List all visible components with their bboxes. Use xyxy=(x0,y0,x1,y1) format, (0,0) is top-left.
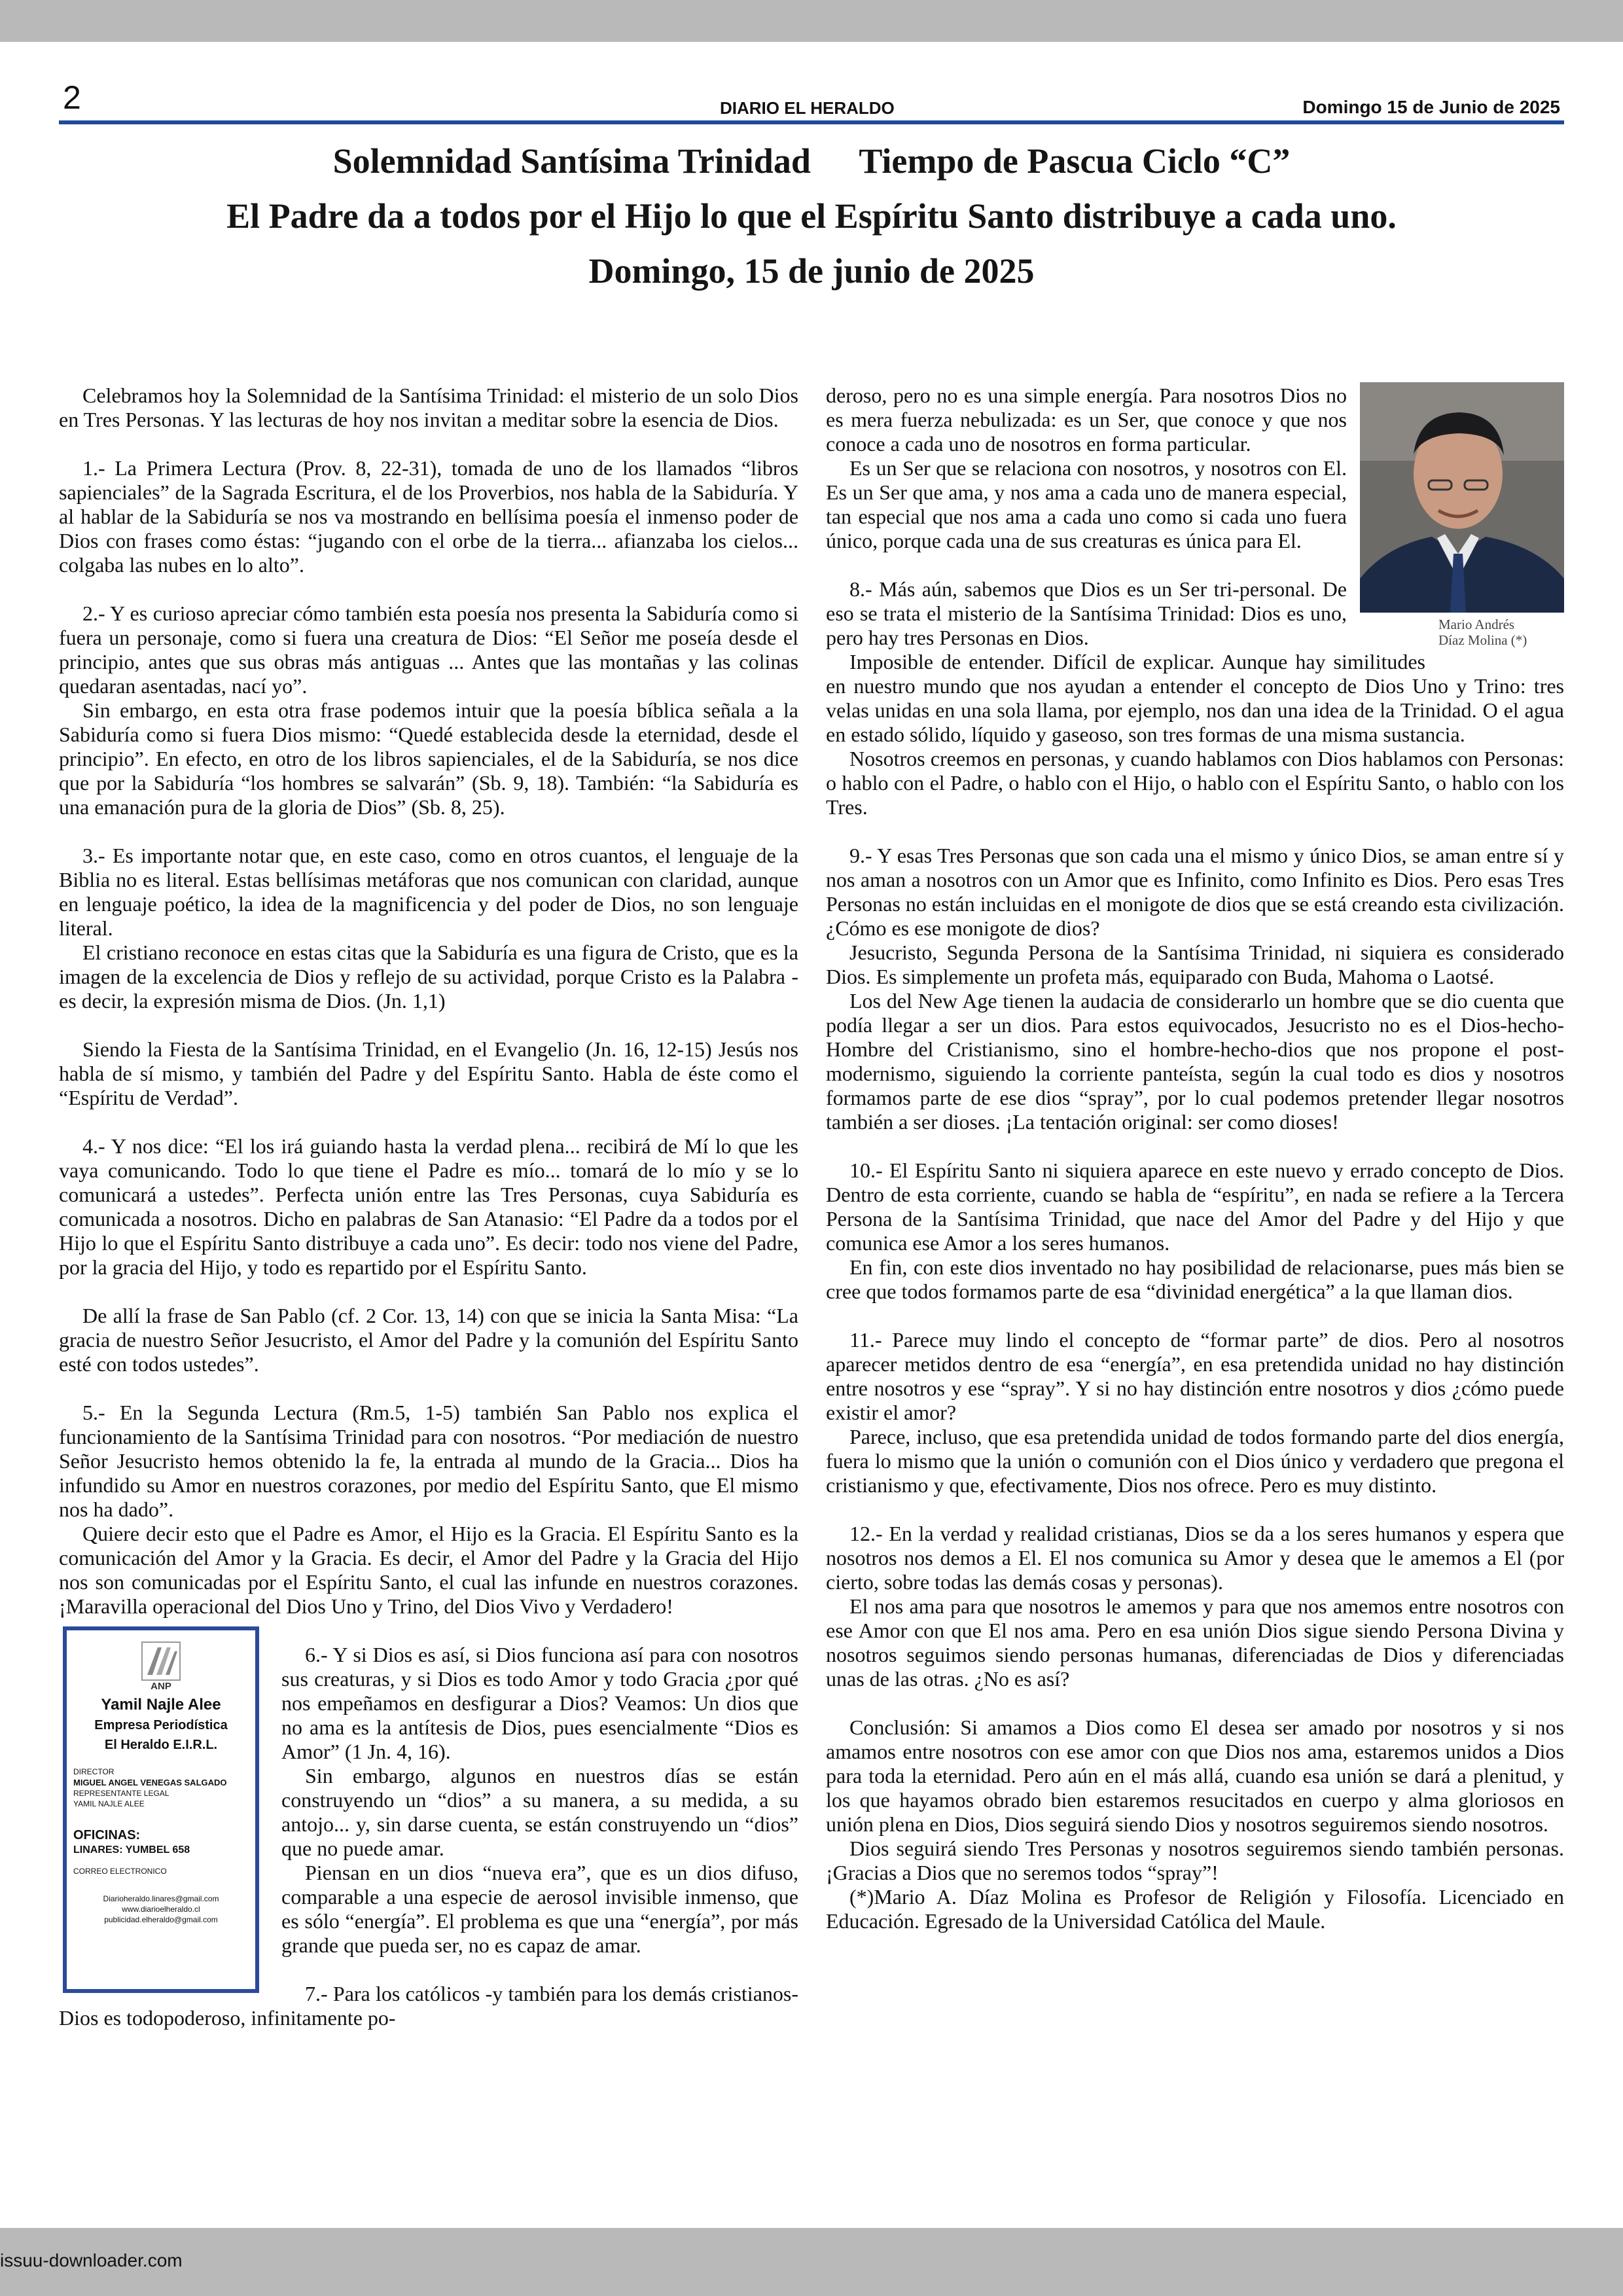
paragraph: Nosotros creemos en personas, y cuando hablamos con Dios hablamos con Personas: o hablo con el Padre, o hablo con el Hijo, o hablo con el Espíritu Santo, o hablo con los Tres. xyxy=(826,747,1564,819)
paragraph: Los del New Age tienen la audacia de considerarlo un hombre que se dio cuenta que podía llegar a ser un dios. Para estos equivocados, Jesucristo no es el Dios-hecho-Hombre del Cristianismo, sino el hombre-hecho-dios que nos propone el post-modernismo, siguiendo la corriente panteísta, según la cual todo es dios y nosotros formamos parte de ese dios “spray”, por lo cual podemos pretender llegar nosotros también a ser dioses. ¡La tentación original: ser como dioses! xyxy=(826,989,1564,1134)
offices-label: OFICINAS: xyxy=(73,1828,141,1842)
issue-date: Domingo 15 de Junio de 2025 xyxy=(1302,97,1560,117)
paragraph: De allí la frase de San Pablo (cf. 2 Cor. 13, 14) con que se inicia la Santa Misa: “La gracia de nuestro Señor Jesucristo, el Amor del Padre y la comunión del Espíritu Santo esté con todos ustedes”. xyxy=(59,1304,798,1376)
article-title-block xyxy=(79,134,1544,298)
paragraph: deroso, pero no es una simple energía. Para nosotros Dios no es mera fuerza nebulizada: es un Ser, que conoce y que nos conoce a cada uno de nosotros en forma particular. xyxy=(826,384,1347,456)
paragraph: Dios seguirá siendo Tres Personas y nosotros seguiremos siendo también personas. ¡Gracias a Dios que no seremos todos “spray”! xyxy=(826,1837,1564,1884)
paragraph: 1.- La Primera Lectura (Prov. 8, 22-31), tomada de uno de los llamados “libros sapienciales” de la Sagrada Escritura, el de los Proverbios, nos habla de la Sabiduría. Y al hablar de la Sabiduría se nos va mostrando en bellísima poesía el inmenso poder de Dios con frases como éstas: “jugando con el orbe de la tierra... afianzaba los cielos... colgaba las nubes en lo alto”. xyxy=(59,456,798,577)
owner-name: Yamil Najle Alee xyxy=(101,1696,221,1713)
title-line-3: Domingo, 15 de junio de 2025 xyxy=(588,251,1035,291)
paragraph: 12.- En la verdad y realidad cristianas, Dios se da a los seres humanos y espera que nosotros nos demos a El. El nos comunica su Amor y desea que le amemos a El (por cierto, sobre todas las demás cosas y personas). xyxy=(826,1522,1564,1594)
left-column xyxy=(59,384,798,2030)
right-column xyxy=(826,384,1564,1933)
title-line-2: El Padre da a todos por el Hijo lo que el Espíritu Santo distribuye a cada uno. xyxy=(226,196,1397,236)
paragraph: 5.- En la Segunda Lectura (Rm.5, 1-5) también San Pablo nos explica el funcionamiento de la Santísima Trinidad para con nosotros. “Por mediación de nuestro Señor Jesucristo hemos obtenido la fe, la entrada al mundo de la Gracia... Dios ha infundido su Amor en nuestros corazones, por medio del Espíritu Santo, que El mismo nos ha dado”. xyxy=(59,1401,798,1521)
caption-line-1: Mario Andrés xyxy=(1438,617,1515,632)
paragraph: Jesucristo, Segunda Persona de la Santísima Trinidad, ni siquiera es considerado Dios. Es simplemente un profeta más, equiparado con Buda, Mahoma o Laotsé. xyxy=(826,941,1564,988)
paragraph: En fin, con este dios inventado no hay posibilidad de relacionarse, pues más bien se cree que todos formamos parte de esa “divinidad energética” a la que llaman dios. xyxy=(826,1255,1564,1303)
photo-caption xyxy=(1438,617,1530,648)
advertising-email-link[interactable]: publicidad.elheraldo@gmail.com xyxy=(104,1915,218,1924)
director-label: DIRECTOR xyxy=(73,1767,115,1776)
header-rule xyxy=(59,120,1564,124)
email-label: CORREO ELECTRONICO xyxy=(73,1867,167,1876)
title-line-1 xyxy=(79,134,1544,188)
anp-logo xyxy=(73,1640,249,1692)
offices-address: LINARES: YUMBEL 658 xyxy=(73,1844,190,1856)
paragraph: Piensan en un dios “nueva era”, que es un dios difuso, comparable a una especie de aerosol invisible inmenso, que es sólo “energía”. El problema es que una “energía”, por más grande que pueda ser, no es capaz de amar. xyxy=(281,1861,798,1957)
legal-rep-name: YAMIL NAJLE ALEE xyxy=(73,1799,145,1808)
paragraph: 8.- Más aún, sabemos que Dios es un Ser tri-personal. De eso se trata el misterio de la Santísima Trinidad: Dios es uno, pero hay tres Personas en Dios. xyxy=(826,577,1347,649)
newspaper-name: DIARIO EL HERALDO xyxy=(720,98,895,118)
author-photo xyxy=(1360,382,1564,613)
caption-line-2: Díaz Molina (*) xyxy=(1438,632,1527,648)
author-portrait-image xyxy=(1360,382,1564,613)
paragraph: Parece, incluso, que esa pretendida unidad de todos formando parte del dios energía, fuera lo mismo que la unión o comunión con el Dios único y verdadero que pregona el cristianismo y que, efectivamente, Dios nos ofrece. Pero es muy distinto. xyxy=(826,1425,1564,1497)
author-note: (*)Mario A. Díaz Molina es Profesor de Religión y Filosofía. Licenciado en Educación. Egresado de la Universidad Católica del Maule. xyxy=(826,1885,1564,1933)
paragraph: Sin embargo, en esta otra frase podemos intuir que la poesía bíblica señala a la Sabiduría como si fuera Dios mismo: “Quedé establecida desde la eternidad, desde el principio”. En efecto, en otro de los libros sapienciales, el de la Sabiduría, se nos dice que por la Sabiduría “los hombres se salvarán” (Sb. 9, 18). También: “la Sabiduría es una emanación pura de la gloria de Dios” (Sb. 8, 25). xyxy=(59,698,798,819)
logo-text: ANP xyxy=(151,1681,171,1691)
paragraph: Sin embargo, algunos en nuestros días se están construyendo un “dios” a su manera, a su medida, a su antojo... y, sin darse cuenta, se están construyendo un “dios” que no puede amar. xyxy=(281,1764,798,1860)
newspaper-page xyxy=(0,42,1623,2228)
paragraph: 3.- Es importante notar que, en este caso, como en otros cuantos, el lenguaje de la Biblia no es literal. Estas bellísimas metáforas que nos comunican con claridad, aunque en lenguaje poético, la idea de la magnificencia y del poder de Dios, no son lenguaje literal. xyxy=(59,844,798,940)
paragraph: El cristiano reconoce en estas citas que la Sabiduría es una figura de Cristo, que es la imagen de la excelencia de Dios y reflejo de su actividad, porque Cristo es la Palabra -es decir, la expresión misma de Dios. (Jn. 1,1) xyxy=(59,941,798,1013)
legal-rep-label: REPRESENTANTE LEGAL xyxy=(73,1789,169,1798)
staff-box xyxy=(63,1626,259,1993)
paragraph: Quiere decir esto que el Padre es Amor, el Hijo es la Gracia. El Espíritu Santo es la comunicación del Amor y la Gracia. Es decir, el Amor del Padre y la Gracia del Hijo nos son comunicadas por el Espíritu Santo, el cual las infunde en nuestros corazones. ¡Maravilla operacional del Dios Uno y Trino, del Dios Vivo y Verdadero! xyxy=(59,1522,798,1618)
paragraph: Es un Ser que se relaciona con nosotros, y nosotros con El. Es un Ser que ama, y nos ama a cada uno de manera especial, tan especial que nos ama a cada uno como si cada uno fuera único, porque cada una de sus creaturas es única para El. xyxy=(826,456,1347,552)
title-season: Tiempo de Pascua Ciclo “C” xyxy=(859,141,1291,181)
paragraph: El nos ama para que nosotros le amemos y para que nos amemos entre nosotros con ese Amor con que El nos ama. Pero en esa unión Dios sigue siendo Persona Divina y nosotros seguimos siendo personas humanas, diferenciadas de Dios y diferenciadas unas de las otras. ¿No es así? xyxy=(826,1594,1564,1691)
paragraph: 4.- Y nos dice: “El los irá guiando hasta la verdad plena... recibirá de Mí lo que les vaya comunicando. Todo lo que tiene el Padre es mío... tomará de lo mío y se lo comunicará a ustedes”. Perfecta unión entre las Tres Personas, cuya Sabiduría es comunicada a nosotros. Dicho en palabras de San Atanasio: “El Padre da a todos por el Hijo lo que el Espíritu Santo distribuye a cada uno”. Es decir: todo nos viene del Padre, por la gracia del Hijo, y todo es repartido por el Espíritu Santo. xyxy=(59,1134,798,1279)
source-watermark: issuu-downloader.com xyxy=(0,2250,183,2270)
company-name: Empresa Periodística xyxy=(94,1718,228,1732)
email-link[interactable]: Diarioheraldo.linares@gmail.com xyxy=(103,1894,219,1903)
paragraph: 11.- Parece muy lindo el concepto de “formar parte” de dios. Pero al nosotros aparecer metidos dentro de esa “energía”, en esa pretendida unidad no hay distinción entre nosotros y ese “spray”. Y si no hay distinción entre nosotros y dios ¿cómo puede existir el amor? xyxy=(826,1328,1564,1424)
director-name: MIGUEL ANGEL VENEGAS SALGADO xyxy=(73,1778,227,1787)
paragraph: 7.- Para los católicos -y también para los demás cristianos- Dios es todopoderoso, infinitamente po- xyxy=(59,1982,798,2030)
paragraph: Imposible de entender. Difícil de explicar. Aunque hay similitudes en nuestro mundo que nos ayudan a entender el concepto de Dios Uno y Trino: tres velas unidas en una sola llama, por ejemplo, nos dan una idea de la Trinidad. O el agua en estado sólido, líquido y gaseoso, son tres formas de una misma sustancia. xyxy=(826,650,1564,746)
paragraph: Siendo la Fiesta de la Santísima Trinidad, en el Evangelio (Jn. 16, 12-15) Jesús nos habla de sí mismo, y también del Padre y del Espíritu Santo. Habla de éste como el “Espíritu de Verdad”. xyxy=(59,1037,798,1109)
paragraph: 9.- Y esas Tres Personas que son cada una el mismo y único Dios, se aman entre sí y nos aman a nosotros con un Amor que es Infinito, como Infinito es Dios. Pero esas Tres Personas no están incluidas en el monigote de dios que se está creando esta civilización. ¿Cómo es ese monigote de dios? xyxy=(826,844,1564,940)
company-legal-name: El Heraldo E.I.R.L. xyxy=(104,1738,218,1752)
paragraph: Celebramos hoy la Solemnidad de la Santísima Trinidad: el misterio de un solo Dios en Tres Personas. Y las lecturas de hoy nos invitan a meditar sobre la esencia de Dios. xyxy=(59,384,798,431)
paragraph: 2.- Y es curioso apreciar cómo también esta poesía nos presenta la Sabiduría como si fuera un personaje, como si fuera una creatura de Dios: “El Señor me poseía desde el principio, antes que sus obras más antiguas ... Antes que las montañas y las colinas quedaran asentadas, nací yo”. xyxy=(59,601,798,698)
paragraph: Conclusión: Si amamos a Dios como El desea ser amado por nosotros y si nos amamos entre nosotros con ese amor con que Dios nos ama, estaremos unidos a Dios para toda la eternidad. Pero aún en el más allá, cuando esa unión se dará a plenitud, y los que hayamos obrado bien estaremos resucitados en cuerpo y alma gloriosos en unión plena en Dios, Dios seguirá siendo Dios y nosotros seguiremos siendo nosotros. xyxy=(826,1715,1564,1836)
page-number: 2 xyxy=(63,79,81,116)
paragraph: 6.- Y si Dios es así, si Dios funciona así para con nosotros sus creaturas, y si Dios es todo Amor y todo Gracia ¿por qué nos empeñamos en desfigurar a Dios? Veamos: Un dios que no ama es la antítesis de Dios, pues esencialmente “Dios es Amor” (1 Jn. 4, 16). xyxy=(281,1643,798,1763)
website-link[interactable]: www.diarioelheraldo.cl xyxy=(122,1905,200,1914)
paragraph: 10.- El Espíritu Santo ni siquiera aparece en este nuevo y errado concepto de Dios. Dentro de esta corriente, cuando se habla de “espíritu”, en nada se refiere a la Tercera Persona de la Santísima Trinidad, que nace del Amor del Padre y del Hijo y que comunica ese Amor a los seres humanos. xyxy=(826,1158,1564,1255)
title-solemnity: Solemnidad Santísima Trinidad xyxy=(332,141,811,181)
anp-logo-icon xyxy=(138,1640,184,1691)
